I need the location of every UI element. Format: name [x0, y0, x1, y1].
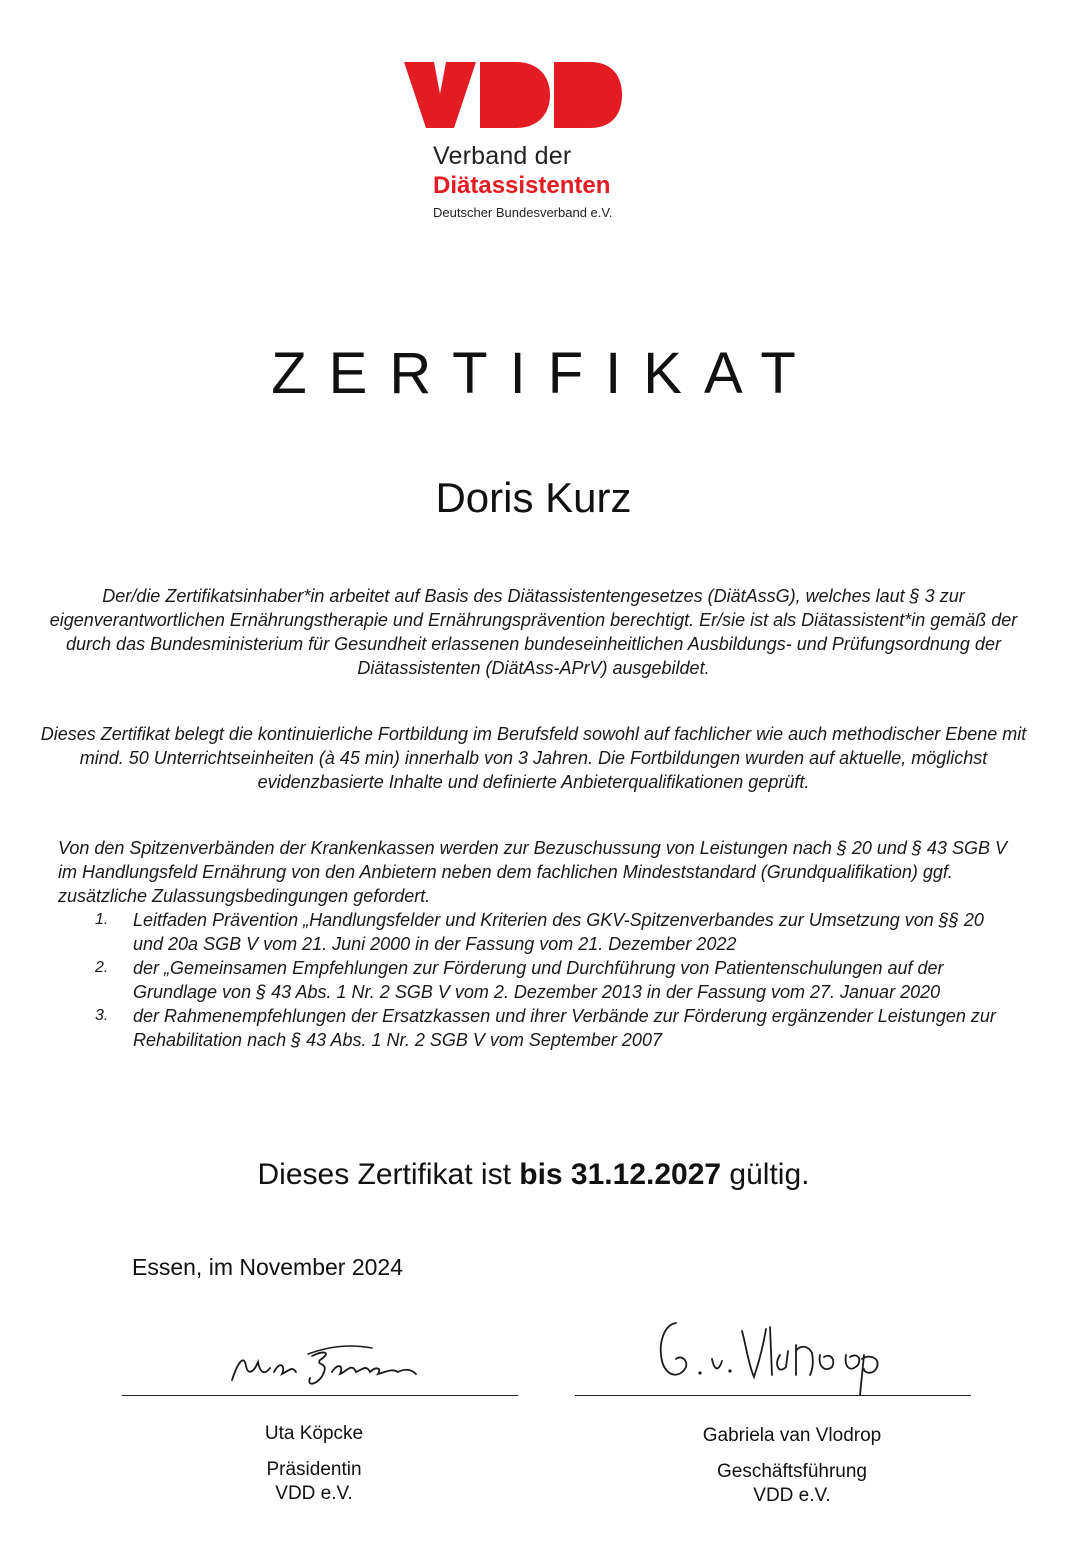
validity-statement [0, 1158, 1067, 1192]
list-item [58, 956, 1018, 1004]
signature-line-right [575, 1395, 971, 1396]
list-item [58, 1004, 1018, 1052]
list-item-text: der „Gemeinsamen Empfehlungen zur Förderung und Durchführung von Patientenschulungen auf der Grundlage von § 43 Abs. 1 Nr. 2 SGB V vom 2. Dezember 2013 in der Fassung vom 27. Januar 2020 [133, 958, 944, 1002]
certificate-title: ZERTIFIKAT [271, 341, 818, 406]
list-item-number: 2. [95, 959, 109, 976]
signatory-left-name: Uta Köpcke [264, 1423, 364, 1444]
requirements-intro: Von den Spitzenverbänden der Krankenkassen werden zur Bezuschussung von Leistungen nach § 20 und § 43 SGB V im Handlungsfeld Ernährung von den Anbietern neben dem fachlichen Mindeststandard (Grundqualifikation) ggf. zusätzliche Zulassungsbedingungen gefordert. [58, 838, 1007, 906]
signature-line-left [122, 1395, 518, 1396]
paragraph-continuing-education: Dieses Zertifikat belegt die kontinuierliche Fortbildung im Berufsfeld sowohl auf fachlicher wie auch methodischer Ebene mit mind. 50 Unterrichtseinheiten (à 45 min) innerhalb von 3 Jahren. Die Fortbildungen wurden auf aktuelle, möglichst evidenzbasierte Inhalte und definierte Anbieterqualifikationen geprüft. [40, 724, 1027, 792]
signatory-right-role: Geschäftsführung [717, 1461, 867, 1482]
validity-date: bis 31.12.2027 [519, 1158, 722, 1191]
validity-suffix: gültig. [721, 1158, 810, 1191]
signatory-left-role: Präsidentin [266, 1459, 362, 1480]
signature-right-image [650, 1315, 910, 1400]
validity-prefix: Dieses Zertifikat ist [257, 1158, 520, 1191]
signatory-left [214, 1422, 414, 1506]
paragraph-qualification: Der/die Zertifikatsinhaber*in arbeitet auf Basis des Diätassistentengesetzes (DiätAssG), welches laut § 3 zur eigenverantwortlichen Ernährungstherapie und Ernährungsprävention berechtigt. Er/sie ist als Diätassistent*in gemäß der durch das Bundesministerium für Gesundheit erlassenen bundeseinheitlichen Ausbildungs- und Prüfungsordnung der Diätassistenten (DiätAss-APrV) ausgebildet. [49, 586, 1018, 678]
vdd-logo [404, 60, 664, 130]
place-and-date: Essen, im November 2024 [132, 1254, 404, 1280]
org-name-line1: Verband der [433, 142, 572, 170]
signatory-right-org: VDD e.V. [753, 1485, 831, 1506]
requirements-list [58, 908, 1018, 1052]
vdd-logo-mark [404, 60, 624, 130]
signatory-right [667, 1424, 917, 1508]
list-item-text: Leitfaden Prävention „Handlungsfelder und Kriterien des GKV-Spitzenverbandes zur Umsetzung von §§ 20 und 20a SGB V vom 21. Juni 2000 in der Fassung vom 21. Dezember 2022 [133, 910, 984, 954]
list-item [58, 908, 1018, 956]
list-item-number: 1. [95, 911, 109, 928]
signatory-right-name: Gabriela van Vlodrop [702, 1425, 882, 1446]
org-name-line2: Diätassistenten [433, 172, 611, 199]
org-name-line3: Deutscher Bundesverband e.V. [433, 205, 613, 220]
list-item-number: 3. [95, 1007, 109, 1024]
certificate-holder-name: Doris Kurz [435, 474, 632, 521]
list-item-text: der Rahmenempfehlungen der Ersatzkassen und ihrer Verbände zur Förderung ergänzender Leistungen zur Rehabilitation nach § 43 Abs. 1 Nr. 2 SGB V vom September 2007 [133, 1006, 996, 1050]
paragraph-requirements [58, 836, 1018, 1052]
signature-left-image [220, 1332, 430, 1392]
signatory-left-org: VDD e.V. [275, 1483, 353, 1504]
